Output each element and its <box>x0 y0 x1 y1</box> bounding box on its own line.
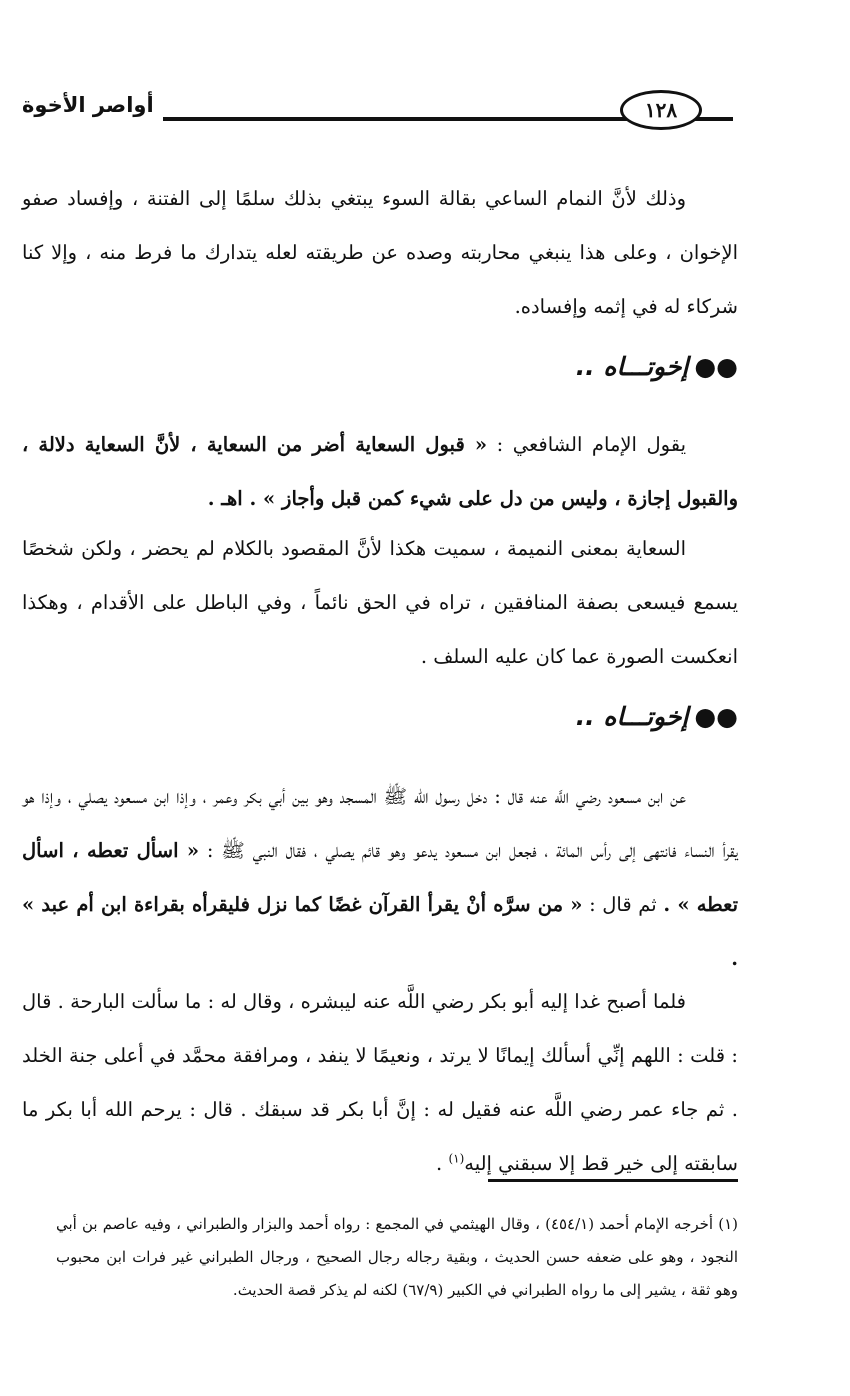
paragraph-2-lead: يقول الإمام الشافعي : <box>496 433 687 456</box>
paragraph-4-part2: ثم قال : <box>589 893 657 916</box>
paragraph-3-text: السعاية بمعنى النميمة ، سميت هكذا لأنَّ المقصود بالكلام لم يحضر ، ولكن شخصًا يسمع فيسعى بصفة المنافقين ، تراه في الحق نائماً ، وفي الباطل على الأقدام ، وهكذا انعكست الصورة عما كان عليه السلف . <box>22 537 738 668</box>
paragraph-4-part1: عن ابن مسعود رضي اللَّه عنه قال : دخل رسول الله ﷺ المسجد وهو بين أبي بكر وعمر ، وإذا ابن مسعود يصلي ، وإذا هو يقرأ النساء فانتهى إلى رأس المائة ، فجعل ابن مسعود يدعو وهو قائم يصلي ، فقال النبي ﷺ : <box>22 785 738 862</box>
page-number: ١٢٨ <box>620 90 702 130</box>
paragraph-5-text: فلما أصبح غدا إليه أبو بكر رضي اللَّه عنه ليبشره ، وقال له : ما سألت البارحة . قال : قلت : اللهم إنِّي أسألك إيمانًا لا يرتد ، ونعيمًا لا ينفد ، ومرافقة محمَّد في أعلى جنة الخلد . ثم جاء عمر رضي اللَّه عنه فقيل له : إنَّ أبا بكر قد سبقك . قال : يرحم الله أبا بكر ما سابقته إلى خير قط إلا سبقني إليه <box>22 990 738 1175</box>
heading-bullets: ●● <box>694 702 738 731</box>
running-header-title: أواصر الأخوة <box>22 93 154 117</box>
paragraph-2 <box>22 418 738 526</box>
footnote-marker: (١) <box>448 1151 465 1166</box>
paragraph-4 <box>22 770 738 986</box>
hadith-quote-1: « اسأل تعطه ، اسأل تعطه » . <box>22 839 739 916</box>
section-heading-1-text: إخوتـــاه .. <box>575 352 689 381</box>
paragraph-5-end: . <box>436 1152 449 1175</box>
paragraph-5 <box>22 975 738 1191</box>
shafii-quote: « قبول السعاية أضر من السعاية ، لأنَّ السعاية دلالة ، والقبول إجازة ، وليس من دل على شيء كمن قبل وأجاز » . اهـ . <box>22 433 738 510</box>
footnote-text: (١) أخرجه الإمام أحمد (٤٥٤/١) ، وقال الهيثمي في المجمع : رواه أحمد والبزار والطبراني ، وفيه عاصم بن أبي النجود ، وهو على ضعفه حسن الحديث ، وبقية رجاله رجال الصحيح ، ورجال الطبراني غير فرات ابن محبوب وهو ثقة ، يشير إلى ما رواه الطبراني في الكبير (٦٧/٩) لكنه لم يذكر قصة الحديث. <box>56 1215 738 1299</box>
paragraph-3 <box>22 522 738 684</box>
section-heading-2 <box>576 702 738 731</box>
section-heading-2-text: إخوتـــاه .. <box>575 702 689 731</box>
heading-bullets: ●● <box>694 352 738 381</box>
footnote <box>56 1208 738 1307</box>
paragraph-1-text: وذلك لأنَّ النمام الساعي بقالة السوء يبتغي بذلك سلمًا إلى الفتنة ، وإفساد صفو الإخوان ، وعلى هذا ينبغي محاربته وصده عن طريقته لعله يتدارك ما فرط منه ، وإلا كنا شركاء له في إثمه وإفساده. <box>22 187 738 318</box>
hadith-quote-2: « من سرَّه أنْ يقرأ القرآن غضًا كما نزل فليقرأه بقراءة ابن أم عبد » . <box>22 893 738 970</box>
section-heading-1 <box>576 352 738 381</box>
footnote-separator <box>488 1179 738 1182</box>
paragraph-1 <box>22 172 738 334</box>
